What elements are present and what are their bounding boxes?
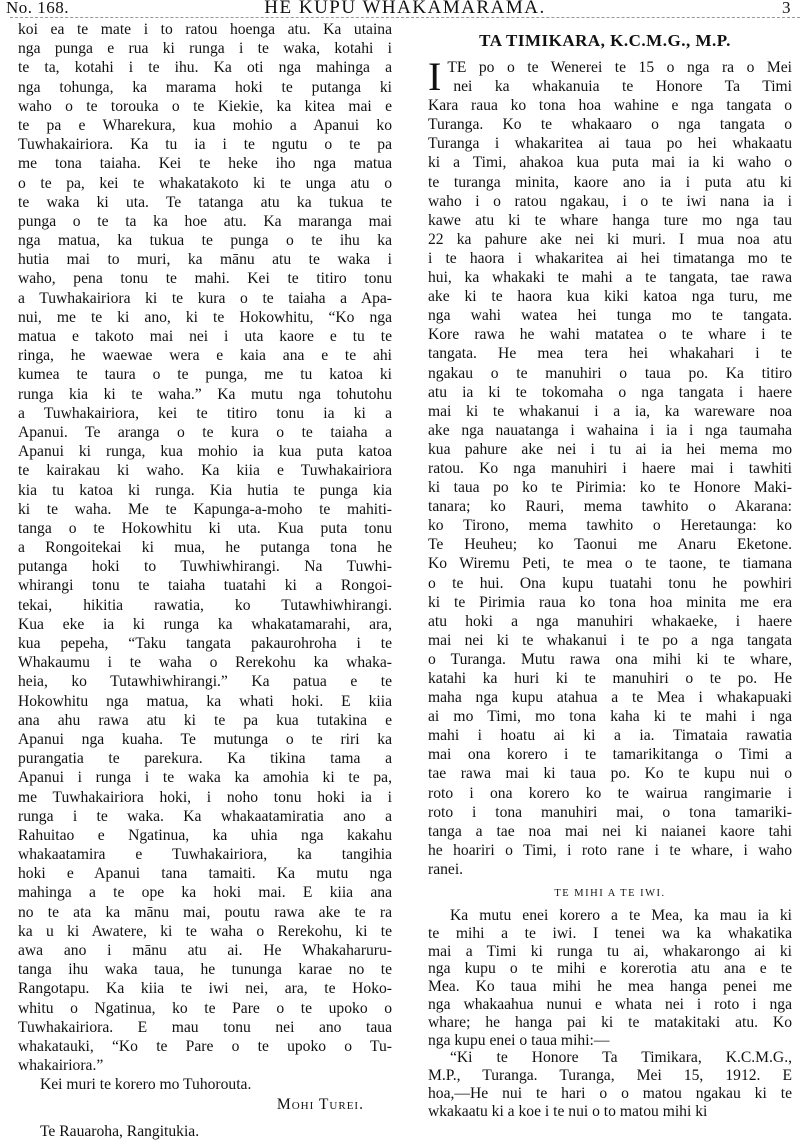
text-line: te waka ki uta. Te tatanga atu ka tukua te — [18, 193, 392, 211]
text-line: Ko Wiremu Peti, te mea o te taone, te tiamana — [428, 555, 792, 573]
text-line: whitu o Ngatinua, ko te Pare o te upoko o — [18, 999, 392, 1017]
text-line: Tuwhakairiora. E mau tonu nei ano taua — [18, 1018, 392, 1036]
text-line: Kua eke ia ki runga ka whakatamarahi, ara, — [18, 615, 392, 633]
text-line: Hokowhitu nga matua, ka whati hoki. E kiia — [18, 692, 392, 710]
text-line: hoa,—He nui te hari o o matou ngakau ki te — [428, 1085, 792, 1102]
author-place: Te Rauaroha, Rangitukia. — [40, 1122, 200, 1140]
text-line: nga whakaahua nunui e whata nei i roto i nga — [428, 996, 792, 1014]
text-line: Rangotapu. Ka kiia te iwi nei, ara, te Hoko- — [18, 980, 392, 998]
text-line: Ka mutu enei korero a te Mea, ka mau ia ki — [450, 907, 792, 925]
text-line: te mihi a te iwi. I tenei wa ka whakatika — [428, 924, 792, 942]
drop-cap: I — [428, 54, 442, 99]
text-line: a Tuwhakairiora, kei te titiro tonu ia ki a — [18, 404, 392, 422]
text-line: Apanui. Te aranga o te kura o te taiaha a — [18, 423, 392, 441]
text-line: Turanga. Ko te whakaaro o nga tangata o — [428, 116, 792, 134]
text-line: whakatauki, “Ko te Pare o te upoko o Tu- — [18, 1037, 392, 1055]
text-line: Apanui ki runga, kua mohio ia kua puta katoa — [18, 443, 392, 461]
text-line: o Turanga. Mutu rawa ona mihi ki te whare, — [428, 650, 792, 668]
section-body — [428, 907, 792, 1121]
text-line: Apanui i runga i te waka ka amohia ki te pa, — [18, 769, 392, 787]
text-line: Rahuitao e Ngatinua, ka uhia nga kakahu — [18, 826, 392, 844]
text-line: putanga hoki to Tuwhiwhirangi. Na Tuwhi- — [18, 558, 392, 576]
text-line: te turanga minita, kaore ano ia i puta atu ki — [428, 173, 792, 191]
text-line: nui, me te ki ano, ki te Hokowhitu, “Ko nga — [18, 308, 392, 326]
text-line: whakairiora.” — [18, 1057, 104, 1075]
text-line: mai ki te whakanui i a ia, ka wareware noa — [428, 402, 792, 420]
text-line: ki te Pirimia raua ko tona hoa minita me era — [428, 593, 792, 611]
text-line: nga matua, ka tukua te punga o te ihu ka — [18, 232, 392, 250]
text-line: roto i tona manuhiri mai, o tona tamariki- — [428, 803, 792, 821]
article-title: TA TIMIKARA, K.C.M.G., M.P. — [479, 31, 731, 50]
text-line: o te hui. Ona kupu tuatahi tonu he powhiri — [428, 574, 792, 592]
text-line: ake ki te haora kua kiki katoa nga turu, me — [428, 288, 792, 306]
text-line: Tuwhakairiora. Ka tu ia i te ngutu o te pa — [18, 136, 392, 154]
text-line: mai ona korero i te tamarikitanga o Timi a — [428, 746, 792, 764]
text-line: punga o te ta ka hoe atu. Ka maranga mai — [18, 212, 392, 230]
text-line: tanga o te Hokowhitu ki uta. Kua puta tonu — [18, 519, 392, 537]
text-line: tae rawa mai ki taua po. Ko te kupu nui o — [428, 765, 792, 783]
text-line: no te ata ka mānu mai, poutu rawa ake te ra — [18, 903, 392, 921]
text-line: ake nga nauatanga i wahaina i ia i nga taumaha — [428, 421, 792, 439]
text-line: Whakaumu i te waha o Rerekohu ka whaka- — [18, 654, 392, 672]
text-line: wkakaatu ki a koe i te nui o to matou mihi ki — [428, 1102, 708, 1120]
text-line: atu hoki a nga manuhiri whakaeke, i haere — [428, 612, 792, 630]
text-line: a Rongoitekai ki mua, he putanga tona he — [18, 539, 392, 557]
text-line: ana ahu rawa atu ki te pa kua tutakina e — [18, 711, 392, 729]
left-article-body — [18, 20, 392, 1095]
text-line: tanga ihu waka taua, he tununga karae no te — [18, 961, 392, 979]
text-line: M.P., Turanga. Turanga, Mei 15, 1912. E — [428, 1067, 792, 1085]
text-line: maha nga kupu atahua a te Mea i whakapuaki — [428, 689, 792, 707]
header-rule — [10, 17, 800, 18]
text-line: te ta, kotahi i te ihu. Ka oti nga mahinga a — [18, 59, 392, 77]
text-line: ki a Timi, ahakoa kua puta mai ia ki waho o — [428, 154, 792, 172]
text-line: whakaatamira e Tuwhakairiora, ka tangihia — [18, 846, 392, 864]
right-column — [428, 54, 792, 1121]
text-line: Kore rawa he wahi matatea o te whare i te — [428, 326, 792, 344]
newspaper-title: HE KUPU WHAKAMARAMA. — [264, 0, 546, 18]
text-line: waho o te torouka o te Kiekie, ka kitea mai e — [18, 97, 392, 115]
text-line: Turanga i whakaritea ai taua po hei whakaatu — [428, 135, 792, 153]
text-line: a Tuwhakairiora ki te kura o te taiaha a Apa- — [18, 289, 392, 307]
text-line: mahinga a te ope ka hoki mai. E kiia ana — [18, 884, 392, 902]
text-line: TE po o te Wenerei te 15 o nga ra o Mei — [447, 59, 792, 76]
text-line: te kairakau ki waho. Ka kiia e Tuwhakairiora — [18, 462, 392, 480]
text-line: tangata. He mea tera hei whakahari i te — [428, 345, 792, 363]
text-line: tanga a tae noa mai nei ki naianei kaore tahi — [428, 822, 792, 840]
text-line: ringa, he waewae wera e kaia ana e te ahi — [18, 347, 392, 365]
text-line: waho i o ratou ngakau, i o te iwi nana ia i — [428, 192, 792, 210]
text-line: mai nei ki te whakanui i te po a nga tangata — [428, 631, 792, 649]
text-line: o te pa, kei te whakatakoto ki te unga atu o — [18, 174, 392, 192]
text-line: “Ki te Honore Ta Timikara, K.C.M.G., — [450, 1049, 792, 1067]
text-line: ki taua po ko te Pirimia: ko te Honore Maki- — [428, 479, 792, 497]
text-line: ko Tirono, mema tawhito o Heretaunga: ko — [428, 517, 792, 535]
text-line: mai a Timi ki runga tu ai, whakarongo ai ki — [428, 942, 792, 960]
text-line: me Tuwhakairiora hoki, i noho tonu hoki ia i — [18, 788, 392, 806]
text-line: hui, ka whakaki te mahi a te tangata, tae rawa — [428, 269, 792, 287]
text-line: nei ka whakanuia te Honore Ta Timi — [453, 78, 792, 96]
text-line: kua pepeha, “Taku tangata pakaurohroha i te — [18, 635, 392, 652]
text-line: ranei. — [428, 860, 464, 878]
text-line: tanara; ko Rauri, mema tawhito o Akarana: — [428, 498, 792, 516]
text-line: ka u ki Awatere, ki te waha o Rerekohu, ki te — [18, 922, 392, 940]
text-line: Te Heuheu; ko Taonui me Anaru Eketone. — [428, 536, 792, 554]
text-line: kua pahure ake nei i tu ai ia hei mema mo — [428, 440, 792, 458]
text-line: hoki e Apanui tana tamaiti. Ka mutu nga — [18, 865, 392, 883]
text-line: koi ea te mate i to ratou hoenga atu. Ka utaina — [18, 21, 392, 38]
text-line: Kara raua ko tona hoa wahine e nga tangata o — [428, 97, 792, 115]
page-number: 3 — [782, 0, 791, 17]
text-line: ratou. Ko nga manuhiri i haere mai i tawhiti — [428, 459, 792, 477]
text-line: waho, pena tonu te mahi. Kei te titiro tonu — [18, 270, 392, 288]
text-line: whare; he hanga pai ki te matakitaki atu. Ko — [428, 1013, 792, 1031]
author-signature: Mohi Turei. — [276, 1095, 364, 1113]
text-line: ngakau o te manuhiri o taua po. Ka titiro — [428, 364, 792, 382]
text-line: atu ia ki te tokomaha o nga tangata i haere — [428, 383, 792, 401]
text-line: whirangi tonu te taiaha tuatahi ki a Rongoi- — [18, 577, 392, 595]
text-line: kawe atu ki te whare hanga ture mo nga tau — [428, 211, 792, 229]
text-line: purangatia te parekura. Ka tikina tama a — [18, 750, 392, 768]
text-line: tekai, hikitia rawatia, ko Tutawhiwhirangi. — [18, 596, 392, 614]
text-line: matua e takoto mai nei i uta kaore e tu te — [18, 328, 392, 345]
text-line: Apanui nga kuaha. Te mutunga o te riri ka — [18, 730, 392, 748]
issue-number: No. 168. — [6, 0, 70, 17]
text-line: nga punga e rua ki runga i te waka, kotahi i — [18, 40, 392, 58]
left-column — [18, 20, 392, 1141]
right-article-body — [428, 54, 792, 879]
text-line: hutia mai to muri, ka mānu atu te waka i — [18, 251, 392, 269]
text-line: heia, ko Tutawhiwhirangi.” Ka patua e te — [18, 673, 392, 691]
text-line: runga i te waka. Ka whakaatamiratia ano a — [18, 807, 392, 825]
text-line: kia tu katoa ki runga. Kia hutia te punga kia — [18, 481, 392, 499]
text-line: Mea. Ko taua mihi he mea hanga penei me — [428, 978, 792, 996]
section-subheading: TE MIHI A TE IWI. — [554, 888, 666, 900]
text-line: ki te waha. Me te Kapunga-a-moho te mahiti- — [18, 500, 392, 518]
text-line: 22 ka pahure ake nei ki muri. I mua noa atu — [428, 230, 792, 248]
text-line: Kei muri te korero mo Tuhorouta. — [40, 1076, 252, 1094]
text-line: ai mo Timi, mo tona kaha ki te mahi i nga — [428, 708, 792, 726]
text-line: runga kia ki te waha.” Ka mutu nga tohutohu — [18, 385, 392, 403]
text-line: te pa e Wharekura, kua mohio a Apanui ko — [18, 116, 392, 134]
text-line: nga kupu o te mihi e korerotia atu ana e te — [428, 960, 792, 978]
text-line: i te haora i whakaritea ai hei timatanga mo te — [428, 249, 792, 267]
text-line: nga wahi watea hei tunga mo te tangata. — [428, 307, 792, 325]
text-line: awa ano i mānu atu ai. He Whakaharuru- — [18, 942, 392, 959]
text-line: roto i ona korero ko te wairua rangimarie i — [428, 784, 792, 802]
text-line: nga tohunga, ka marama hoki te putanga ki — [18, 78, 392, 96]
text-line: kumea te taura o te punga, me tu katoa ki — [18, 366, 392, 384]
text-line: me tona taiaha. Kei te heke iho nga matua — [18, 155, 392, 173]
text-line: nga kupu enei o taua mihi:— — [428, 1031, 610, 1049]
text-line: katahi ka huri ki te manuhiri o te po. He — [428, 670, 792, 687]
text-line: he hoariri o Timi, i roto rane i te whare, i waho — [428, 841, 792, 859]
text-line: mahi i hoatu ai ki a ia. Timataia rawatia — [428, 727, 792, 745]
